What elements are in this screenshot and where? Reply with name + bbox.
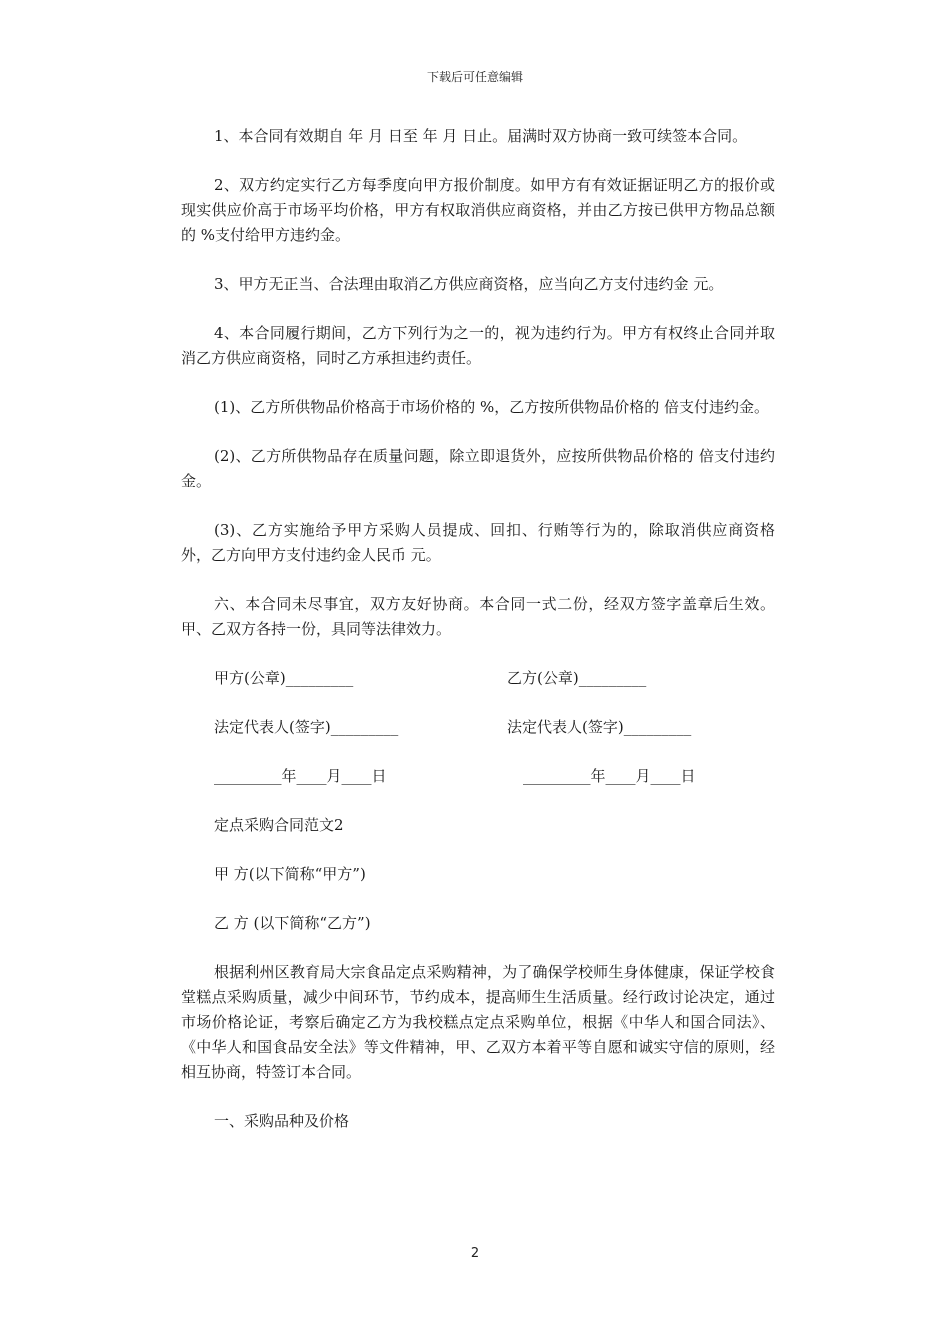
clause-pricing: 2、双方约定实行乙方每季度向甲方报价制度。如甲方有有效证据证明乙方的报价或现实供应价高于市场平均价格，甲方有权取消供应商资格，并由乙方按已供甲方物品总额的 %支付给甲方违约金。	[181, 176, 775, 244]
signature-row-seal	[181, 666, 775, 691]
clause-breach-2: (2)、乙方所供物品存在质量问题，除立即退货外，应按所供物品价格的 倍支付违约金。	[181, 447, 775, 490]
clause-validity: 1、本合同有效期自 年 月 日至 年 月 日止。届满时双方协商一致可续签本合同。	[214, 127, 748, 145]
clause-misc: 六、本合同未尽事宜，双方友好协商。本合同一式二份，经双方签字盖章后生效。甲、乙双方各持一份，具同等法律效力。	[181, 595, 775, 638]
section2-item1: 一、采购品种及价格	[214, 1112, 350, 1130]
date-a: _________年____月____日	[214, 767, 387, 785]
section2-intro: 根据利州区教育局大宗食品定点采购精神，为了确保学校师生身体健康，保证学校食堂糕点采购质量，减少中间环节，节约成本，提高师生生活质量。经行政讨论决定，通过市场价格论证，考察后确定乙方为我校糕点定点采购单位，根据《中华人和国合同法》、《中华人和国食品安全法》等文件精神，甲、乙双方本着平等自愿和诚实守信的原则，经相互协商，特签订本合同。	[181, 963, 775, 1081]
document-body	[181, 124, 775, 1158]
section2-party-b: 乙 方 (以下简称“乙方”)	[214, 914, 371, 932]
party-b-rep: 法定代表人(签字)_________	[507, 718, 692, 736]
page-header: 下载后可任意编辑	[426, 70, 523, 84]
party-a-rep: 法定代表人(签字)_________	[214, 718, 399, 736]
date-b: _________年____月____日	[523, 767, 696, 785]
signature-row-rep	[181, 715, 775, 740]
page-number: 2	[470, 1246, 480, 1261]
party-a-seal: 甲方(公章)_________	[214, 669, 354, 687]
clause-breach-3: (3)、乙方实施给予甲方采购人员提成、回扣、行贿等行为的，除取消供应商资格外，乙方向甲方支付违约金人民币 元。	[181, 521, 775, 564]
clause-breach: 4、本合同履行期间，乙方下列行为之一的，视为违约行为。甲方有权终止合同并取消乙方供应商资格，同时乙方承担违约责任。	[181, 324, 775, 367]
party-b-seal: 乙方(公章)_________	[507, 669, 647, 687]
section2-title: 定点采购合同范文2	[214, 816, 344, 834]
section2-party-a: 甲 方(以下简称“甲方”)	[214, 865, 366, 883]
clause-cancellation: 3、甲方无正当、合法理由取消乙方供应商资格，应当向乙方支付违约金 元。	[214, 275, 724, 293]
clause-breach-1: (1)、乙方所供物品价格高于市场价格的 %，乙方按所供物品价格的 倍支付违约金。	[214, 398, 770, 416]
signature-row-date	[181, 764, 775, 789]
